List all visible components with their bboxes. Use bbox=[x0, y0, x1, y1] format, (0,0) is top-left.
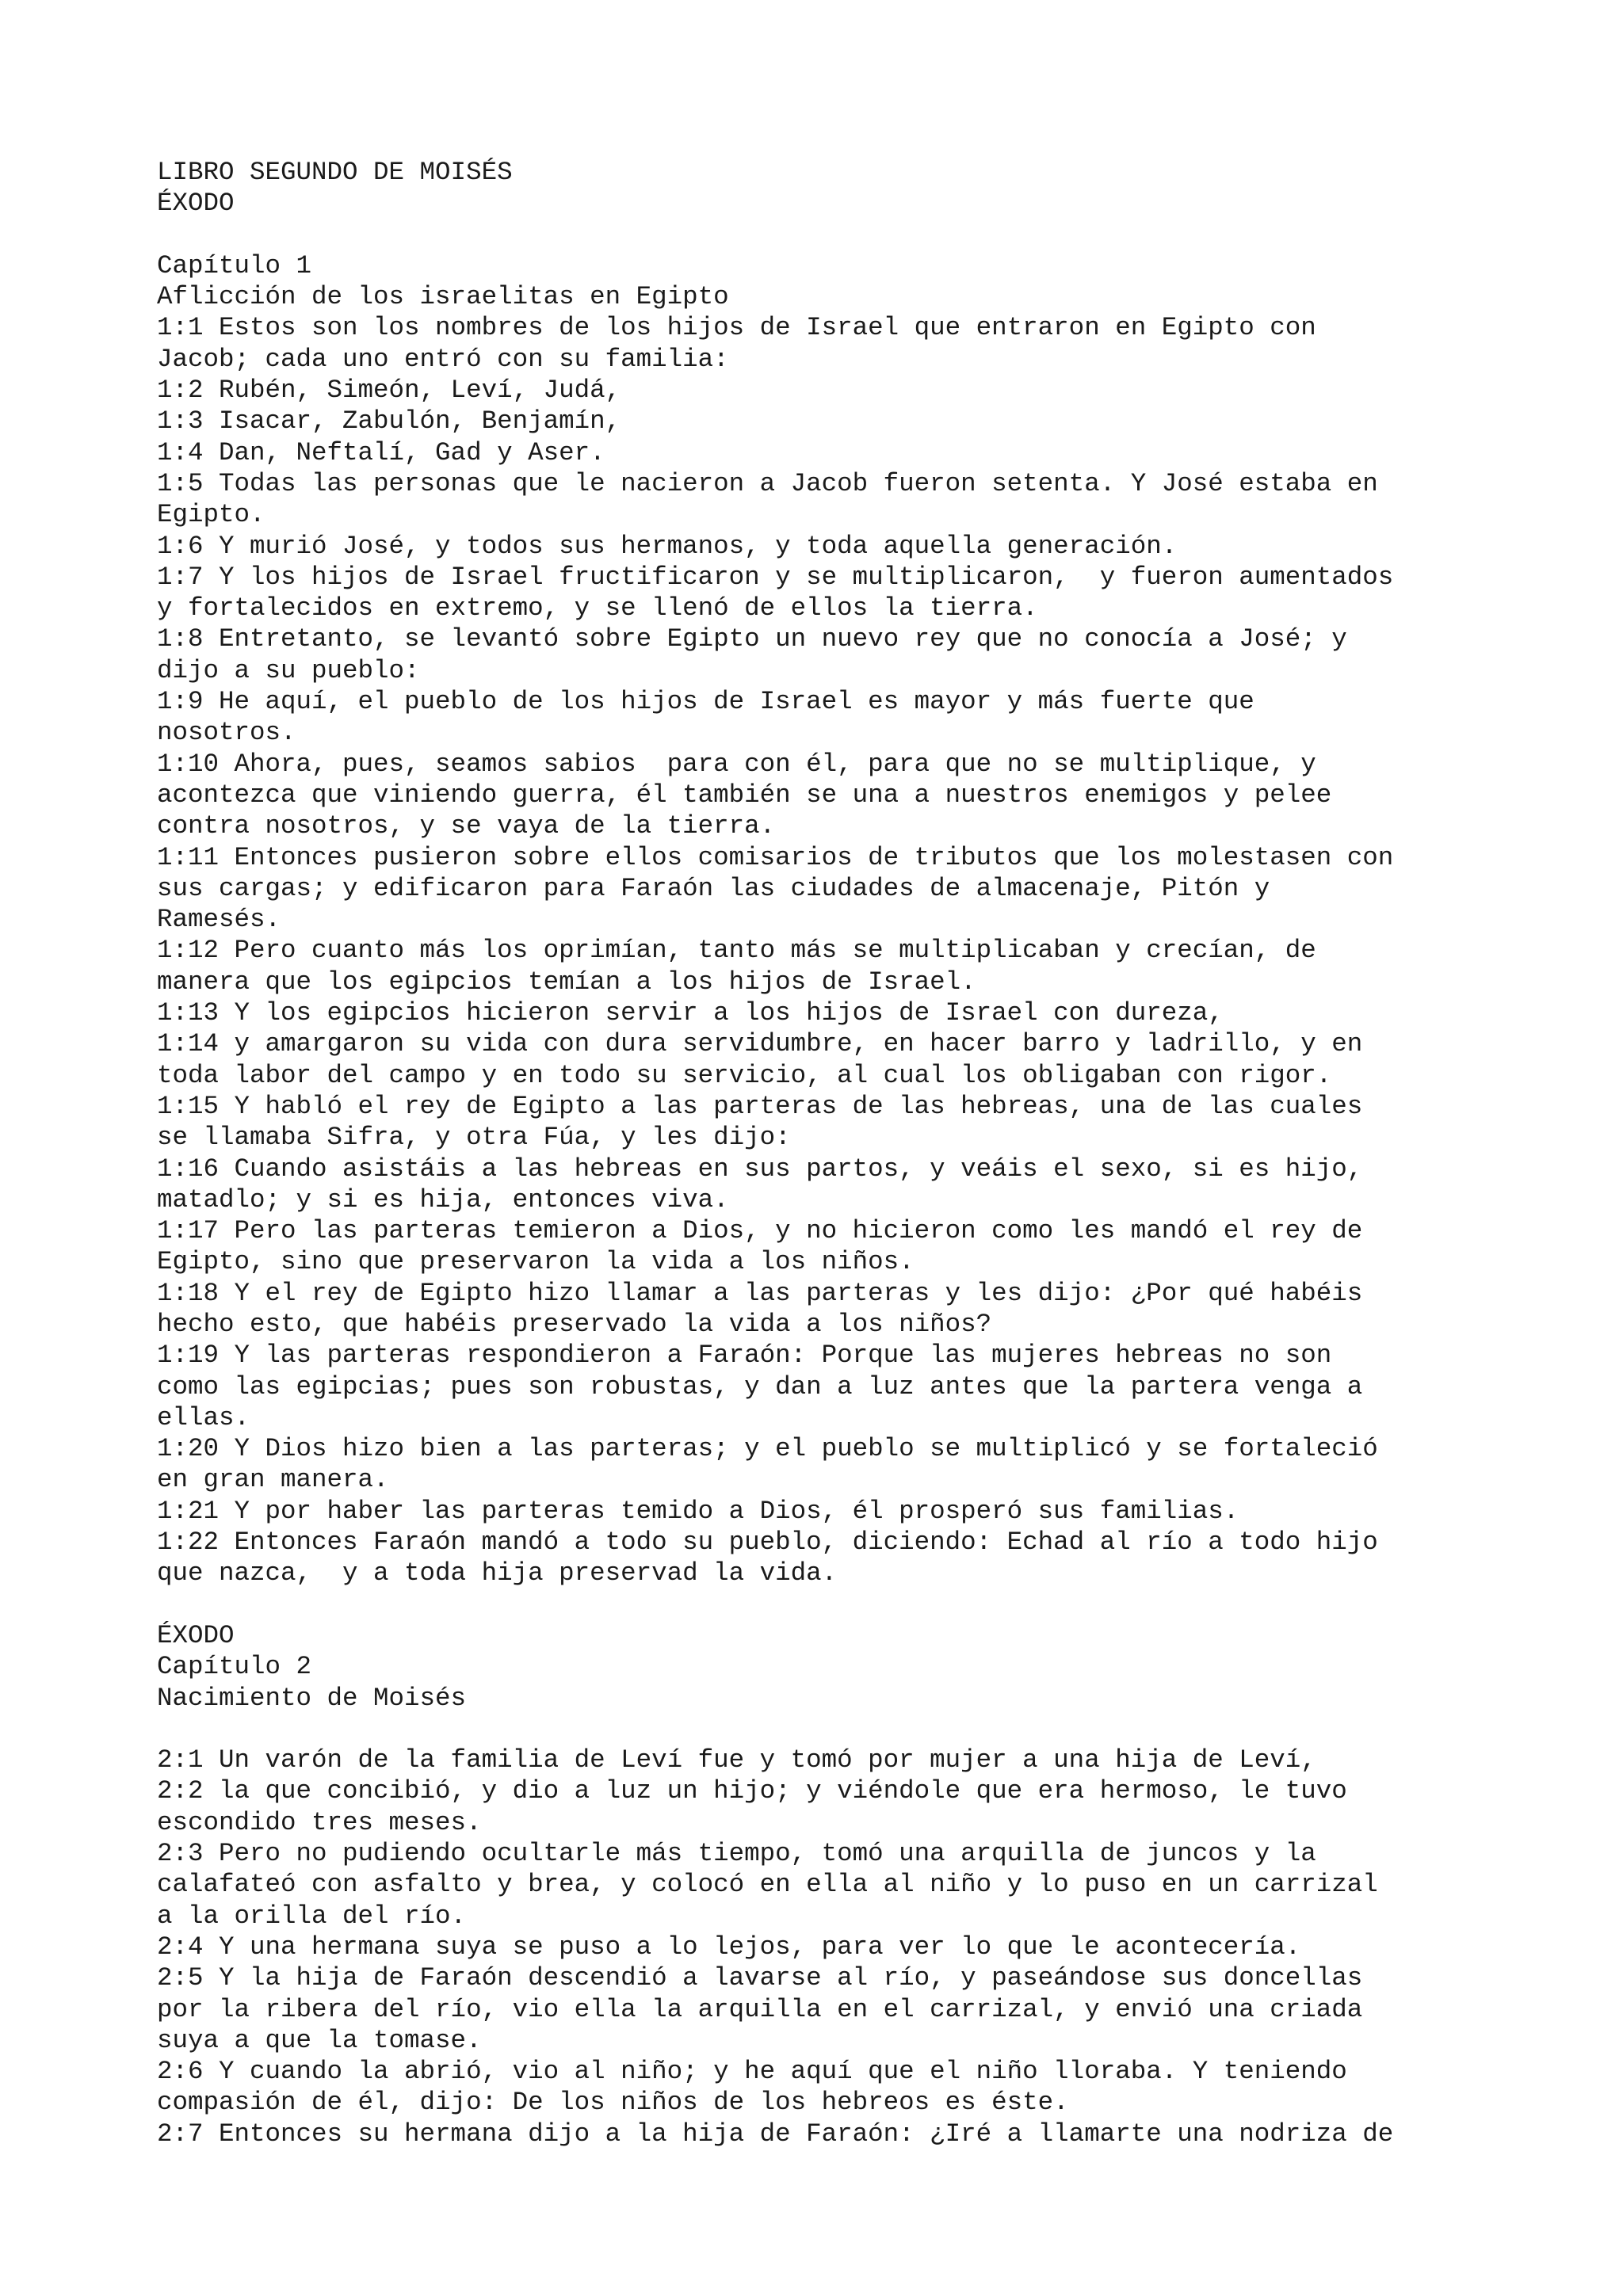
text-line: 1:20 Y Dios hizo bien a las parteras; y el pueblo se multiplicó y se fortaleció bbox=[157, 1434, 1378, 1464]
text-line: calafateó con asfalto y brea, y colocó en ella al niño y lo puso en un carrizal bbox=[157, 1870, 1378, 1900]
text-line: toda labor del campo y en todo su servicio, al cual los obligaban con rigor. bbox=[157, 1060, 1332, 1090]
text-line: a la orilla del río. bbox=[157, 1901, 467, 1931]
text-line: 1:2 Rubén, Simeón, Leví, Judá, bbox=[157, 376, 621, 406]
text-line: LIBRO SEGUNDO DE MOISÉS bbox=[157, 158, 513, 187]
text-line: Egipto. bbox=[157, 500, 265, 530]
text-line: 2:6 Y cuando la abrió, vio al niño; y he aquí que el niño lloraba. Y teniendo bbox=[157, 2057, 1347, 2087]
text-line: 1:16 Cuando asistáis a las hebreas en sus partos, y veáis el sexo, si es hijo, bbox=[157, 1154, 1363, 1184]
text-line: 1:7 Y los hijos de Israel fructificaron y se multiplicaron, y fueron aumentados bbox=[157, 562, 1394, 592]
text-line: 1:22 Entonces Faraón mandó a todo su pueblo, diciendo: Echad al río a todo hijo bbox=[157, 1527, 1378, 1558]
blank-line bbox=[157, 1589, 1583, 1620]
text-line: Capítulo 2 bbox=[157, 1652, 312, 1682]
text-line: 2:3 Pero no pudiendo ocultarle más tiempo, tomó una arquilla de juncos y la bbox=[157, 1839, 1316, 1869]
text-line: matadlo; y si es hija, entonces viva. bbox=[157, 1184, 729, 1215]
text-line: 1:3 Isacar, Zabulón, Benjamín, bbox=[157, 406, 621, 437]
text-line: contra nosotros, y se vaya de la tierra. bbox=[157, 811, 776, 841]
text-line: como las egipcias; pues son robustas, y dan a luz antes que la partera venga a bbox=[157, 1371, 1363, 1402]
text-line: manera que los egipcios temían a los hijos de Israel. bbox=[157, 967, 976, 997]
text-line: ÉXODO bbox=[157, 189, 235, 219]
text-line: Ramesés. bbox=[157, 905, 281, 935]
text-line: 1:18 Y el rey de Egipto hizo llamar a las parteras y les dijo: ¿Por qué habéis bbox=[157, 1278, 1363, 1308]
text-line: ellas. bbox=[157, 1402, 250, 1432]
blank-line bbox=[157, 1714, 1583, 1745]
text-line: 1:15 Y habló el rey de Egipto a las parteras de las hebreas, una de las cuales bbox=[157, 1091, 1363, 1121]
blank-line bbox=[157, 219, 1583, 250]
text-line: 2:2 la que concibió, y dio a luz un hijo; y viéndole que era hermoso, le tuvo bbox=[157, 1776, 1347, 1806]
text-line: se llamaba Sifra, y otra Fúa, y les dijo: bbox=[157, 1123, 791, 1153]
text-line: 1:9 He aquí, el pueblo de los hijos de Israel es mayor y más fuerte que bbox=[157, 687, 1254, 717]
text-line: 1:12 Pero cuanto más los oprimían, tanto más se multiplicaban y crecían, de bbox=[157, 936, 1316, 966]
text-line: 1:21 Y por haber las parteras temido a Dios, él prosperó sus familias. bbox=[157, 1496, 1239, 1526]
text-line: y fortalecidos en extremo, y se llenó de ellos la tierra. bbox=[157, 593, 1038, 624]
text-line: Capítulo 1 bbox=[157, 250, 312, 280]
text-line: hecho esto, que habéis preservado la vida a los niños? bbox=[157, 1309, 992, 1339]
text-line: sus cargas; y edificaron para Faraón las ciudades de almacenaje, Pitón y bbox=[157, 873, 1270, 903]
text-line: compasión de él, dijo: De los niños de los hebreos es éste. bbox=[157, 2088, 1069, 2118]
text-line: por la ribera del río, vio ella la arquilla en el carrizal, y envió una criada bbox=[157, 1994, 1363, 2024]
text-line: ÉXODO bbox=[157, 1620, 235, 1650]
text-line: suya a que la tomase. bbox=[157, 2025, 482, 2055]
text-line: 2:7 Entonces su hermana dijo a la hija de Faraón: ¿Iré a llamarte una nodriza de bbox=[157, 2119, 1394, 2149]
text-line: 1:10 Ahora, pues, seamos sabios para con él, para que no se multiplique, y bbox=[157, 749, 1316, 779]
text-line: en gran manera. bbox=[157, 1465, 389, 1495]
text-line: 1:4 Dan, Neftalí, Gad y Aser. bbox=[157, 437, 605, 467]
text-line: 1:19 Y las parteras respondieron a Faraón: Porque las mujeres hebreas no son bbox=[157, 1341, 1332, 1371]
text-line: 1:1 Estos son los nombres de los hijos de Israel que entraron en Egipto con bbox=[157, 313, 1316, 343]
text-line: escondido tres meses. bbox=[157, 1807, 482, 1837]
text-line: Egipto, sino que preservaron la vida a los niños. bbox=[157, 1247, 915, 1277]
text-line: Jacob; cada uno entró con su familia: bbox=[157, 344, 729, 374]
text-line: 2:1 Un varón de la familia de Leví fue y tomó por mujer a una hija de Leví, bbox=[157, 1745, 1316, 1775]
text-line: Aflicción de los israelitas en Egipto bbox=[157, 282, 729, 312]
text-line: acontezca que viniendo guerra, él también se una a nuestros enemigos y pelee bbox=[157, 780, 1332, 810]
text-line: 1:17 Pero las parteras temieron a Dios, y no hicieron como les mandó el rey de bbox=[157, 1216, 1363, 1246]
text-line: 1:8 Entretanto, se levantó sobre Egipto un nuevo rey que no conocía a José; y bbox=[157, 624, 1347, 654]
text-line: que nazca, y a toda hija preservad la vida. bbox=[157, 1558, 838, 1589]
text-line: 1:11 Entonces pusieron sobre ellos comisarios de tributos que los molestasen con bbox=[157, 842, 1394, 872]
text-line: 1:6 Y murió José, y todos sus hermanos, y toda aquella generación. bbox=[157, 531, 1178, 561]
text-line: 2:4 Y una hermana suya se puso a lo lejos, para ver lo que le acontecería. bbox=[157, 1932, 1301, 1962]
text-line: dijo a su pueblo: bbox=[157, 655, 420, 685]
text-line: nosotros. bbox=[157, 718, 296, 748]
text-line: 1:5 Todas las personas que le nacieron a Jacob fueron setenta. Y José estaba en bbox=[157, 468, 1378, 498]
document-page bbox=[157, 157, 1583, 2149]
text-line: 1:14 y amargaron su vida con dura servidumbre, en hacer barro y ladrillo, y en bbox=[157, 1029, 1363, 1059]
text-line: 1:13 Y los egipcios hicieron servir a los hijos de Israel con dureza, bbox=[157, 998, 1224, 1028]
text-line: 2:5 Y la hija de Faraón descendió a lavarse al río, y paseándose sus doncellas bbox=[157, 1963, 1363, 1993]
text-line: Nacimiento de Moisés bbox=[157, 1683, 467, 1713]
